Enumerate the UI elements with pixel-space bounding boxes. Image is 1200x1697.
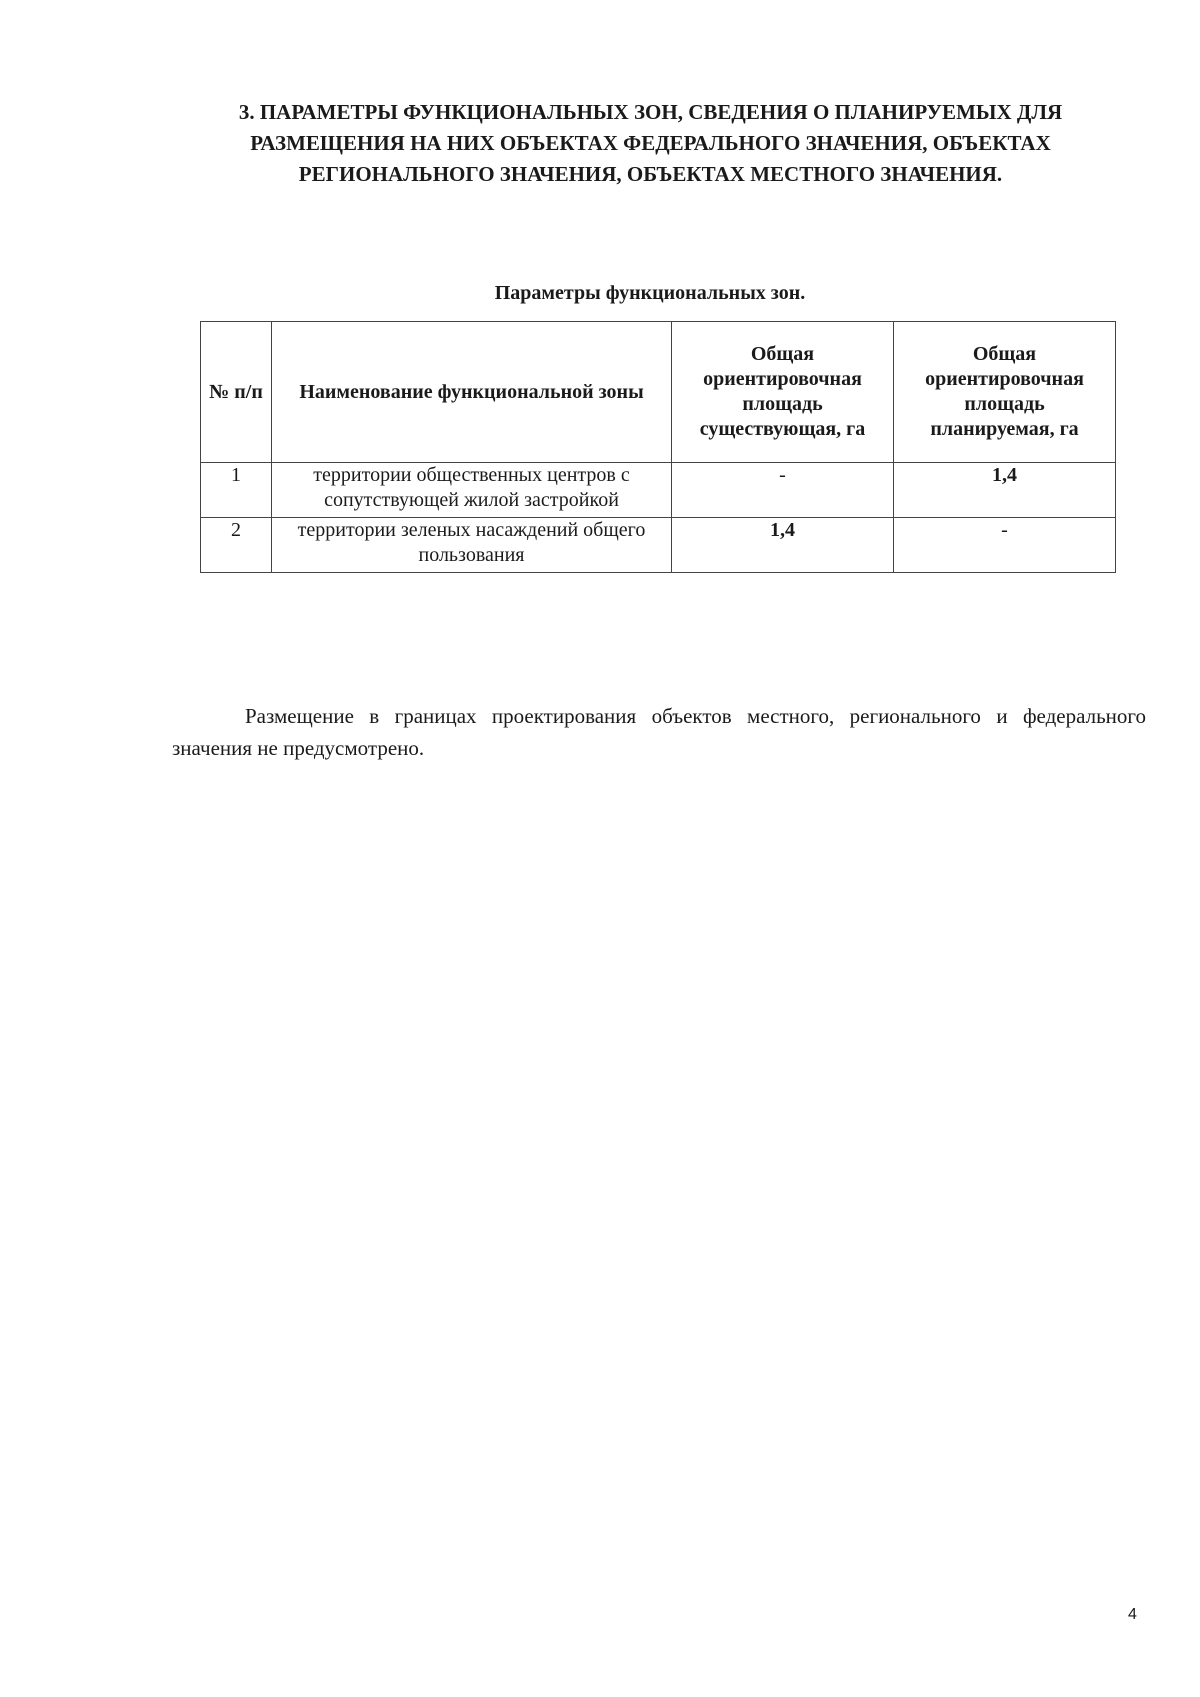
table-header-row	[201, 322, 1116, 463]
row-existing-area: 1,4	[672, 518, 894, 573]
section-heading	[168, 97, 1133, 190]
table-row	[201, 463, 1116, 518]
page-number: 4	[1128, 1606, 1137, 1623]
body-paragraph: Размещение в границах проектирования объектов местного, регионального и федерального значения не предусмотрено.	[172, 704, 1146, 760]
row-number: 2	[201, 518, 272, 573]
row-number: 1	[201, 463, 272, 518]
heading-line: РЕГИОНАЛЬНОГО ЗНАЧЕНИЯ, ОБЪЕКТАХ МЕСТНОГО ЗНАЧЕНИЯ.	[298, 162, 1003, 186]
row-zone-name: территории общественных центров с сопутствующей жилой застройкой	[272, 463, 672, 518]
functional-zones-table	[200, 321, 1116, 573]
heading-line: 3. ПАРАМЕТРЫ ФУНКЦИОНАЛЬНЫХ ЗОН, СВЕДЕНИЯ О ПЛАНИРУЕМЫХ ДЛЯ	[238, 100, 1063, 124]
row-planned-area: -	[894, 518, 1116, 573]
header-existing-area: Общая ориентировочная площадь существующая, га	[672, 322, 894, 463]
row-zone-name: территории зеленых насаждений общего пользования	[272, 518, 672, 573]
table-caption: Параметры функциональных зон.	[494, 282, 806, 304]
header-number: № п/п	[201, 322, 272, 463]
header-planned-area: Общая ориентировочная площадь планируемая, га	[894, 322, 1116, 463]
table-row	[201, 518, 1116, 573]
row-planned-area: 1,4	[894, 463, 1116, 518]
header-zone-name: Наименование функциональной зоны	[272, 322, 672, 463]
heading-line: РАЗМЕЩЕНИЯ НА НИХ ОБЪЕКТАХ ФЕДЕРАЛЬНОГО ЗНАЧЕНИЯ, ОБЪЕКТАХ	[250, 131, 1051, 155]
row-existing-area: -	[672, 463, 894, 518]
